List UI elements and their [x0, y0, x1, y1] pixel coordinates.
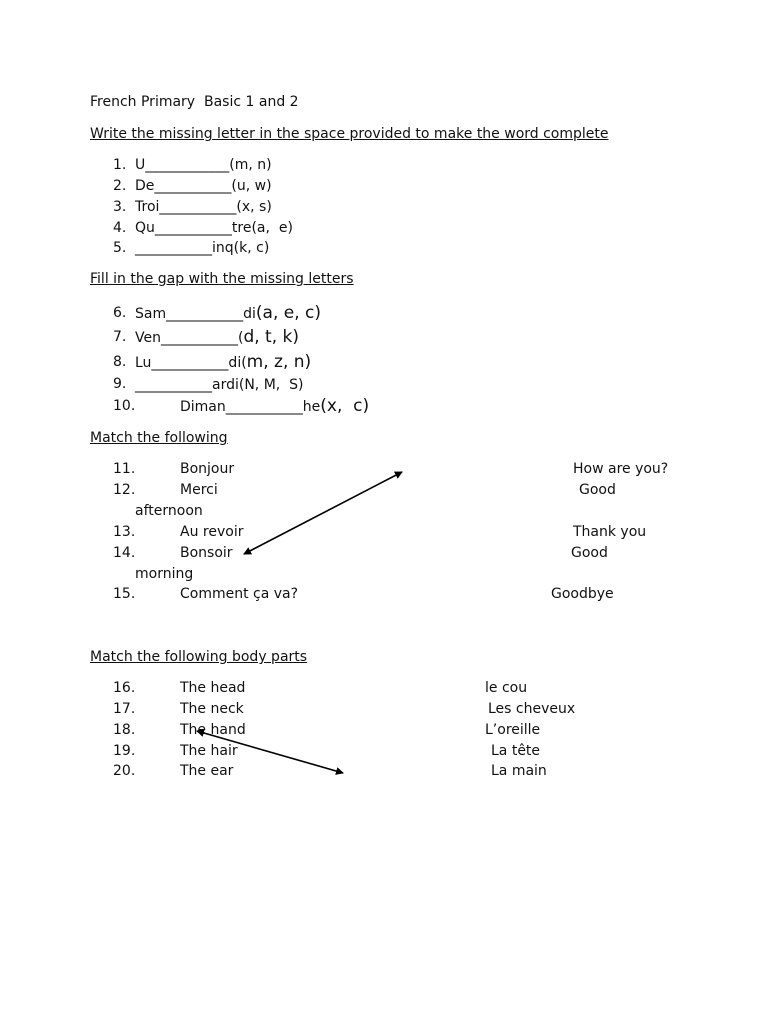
match-left-text: The ear [180, 763, 234, 779]
section3-heading: Match the following [90, 430, 228, 446]
match-left-text: Merci [180, 482, 218, 498]
match-left-text: The hair [180, 743, 238, 759]
item-text: ___________inq(k, c) [135, 240, 270, 256]
section4-heading: Match the following body parts [90, 649, 308, 665]
match-right-text: le cou [485, 680, 528, 696]
match-right-text: L’oreille [485, 722, 541, 738]
item-number: 6. [113, 305, 127, 321]
item-number: 12. [113, 482, 136, 498]
match-right-text: morning [135, 566, 194, 582]
item-number: 18. [113, 722, 136, 738]
item-number: 7. [113, 329, 127, 345]
section2-heading: Fill in the gap with the missing letters [90, 271, 354, 287]
item-number: 17. [113, 701, 136, 717]
match-right-text: How are you? [573, 461, 669, 477]
double-arrow-icon [244, 472, 402, 554]
item-text: Sam___________di [135, 306, 256, 322]
match-right-text: Good [579, 482, 616, 498]
item-number: 5. [113, 240, 127, 256]
match-left-text: Bonjour [180, 461, 235, 477]
match-right-text: Les cheveux [488, 701, 576, 717]
item-number: 1. [113, 157, 127, 173]
item-number: 9. [113, 376, 127, 392]
item-number: 8. [113, 354, 127, 370]
match-left-text: The head [180, 680, 246, 696]
match-left-text: Au revoir [180, 524, 244, 540]
item-number: 11. [113, 461, 136, 477]
item-text: U____________(m, n) [135, 157, 272, 173]
page-title: French Primary Basic 1 and 2 [90, 94, 299, 110]
match-right-text: La tête [491, 743, 541, 759]
item-hint: d, t, k) [243, 327, 300, 347]
match-right-text: afternoon [135, 503, 203, 519]
match-left-text: The neck [180, 701, 244, 717]
item-text: Troi___________(x, s) [135, 199, 272, 215]
item-text: Ven___________( [135, 330, 244, 346]
item-number: 20. [113, 763, 136, 779]
item-text: Diman___________he [180, 399, 321, 415]
item-text: ___________ardi(N, M, S) [135, 377, 304, 393]
item-hint: (x, c) [320, 396, 370, 416]
item-number: 3. [113, 199, 127, 215]
item-number: 2. [113, 178, 127, 194]
item-number: 4. [113, 220, 127, 236]
section1-heading: Write the missing letter in the space provided to make the word complete [90, 126, 609, 142]
item-hint: (a, e, c) [255, 303, 321, 323]
item-number: 10. [113, 398, 136, 414]
match-left-text: Bonsoir [180, 545, 233, 561]
match-right-text: La main [491, 763, 547, 779]
match-right-text: Good [571, 545, 608, 561]
item-text: Lu___________di( [135, 355, 247, 371]
item-number: 15. [113, 586, 136, 602]
match-left-text: The hand [180, 722, 246, 738]
item-text: De___________(u, w) [135, 178, 272, 194]
item-hint: m, z, n) [246, 352, 312, 372]
item-number: 13. [113, 524, 136, 540]
match-right-text: Thank you [573, 524, 647, 540]
double-arrow-icon [197, 731, 343, 773]
match-right-text: Goodbye [551, 586, 614, 602]
item-number: 19. [113, 743, 136, 759]
match-left-text: Comment ça va? [180, 586, 299, 602]
item-number: 14. [113, 545, 136, 561]
item-text: Qu___________tre(a, e) [135, 220, 293, 236]
item-number: 16. [113, 680, 136, 696]
